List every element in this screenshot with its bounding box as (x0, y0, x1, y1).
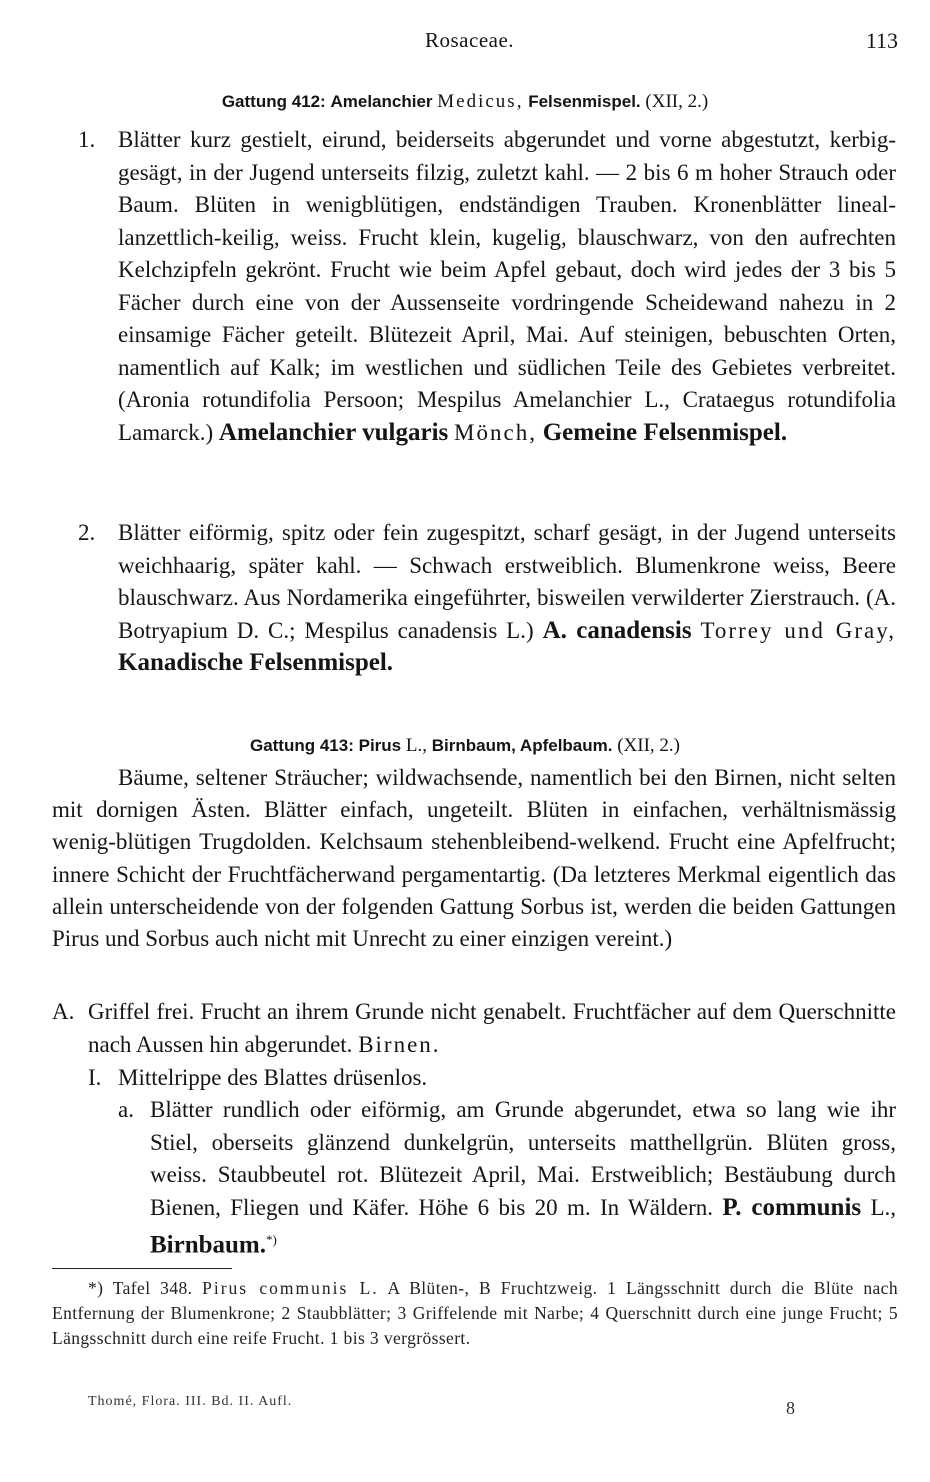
species-name: A. canadensis (542, 616, 692, 644)
running-head (0, 28, 930, 56)
species-entry-1 (78, 124, 896, 449)
genus-number: Gattung 412: (221, 92, 326, 111)
entry-body (118, 124, 896, 449)
key-lead-a (118, 1094, 896, 1262)
genus-name: Amelanchier (330, 92, 433, 111)
genus-name: Pirus (358, 736, 402, 755)
key-text: Blätter rundlich oder eiförmig, am Grunde abgerundet, etwa so lang wie ihr Stiel, oberseits glänzend dunkelgrün, unterseits matthellgrün. Blüten gross, weiss. Staubbeutel rot. Blütezeit April, Mai. Erstweiblich; Bestäubung durch Bienen, Fliegen und Käfer. Höhe 6 bis 20 m. In Wäldern. (150, 1097, 896, 1220)
species-authority: L., (870, 1194, 897, 1220)
genus-heading-413 (0, 734, 930, 758)
footnote-species: Pirus communis L. (202, 1278, 379, 1298)
key-label: a. (118, 1097, 134, 1122)
species-common-name: Birnbaum. (150, 1231, 267, 1259)
species-common-name: Gemeine Felsenmispel. (542, 418, 788, 446)
genus-description: Bäume, seltener Sträucher; wildwachsende, namentlich bei den Birnen, nicht selten mit dornigen Ästen. Blätter einfach, ungeteilt. Blüten in einfachen, verhältnismässig wenig-blütigen Trugdolden. Kelchsaum stehenbleibend-welkend. Frucht eine Apfelfrucht; innere Schicht der Fruchtfächerwand pergamentartig. (Da letzteres Merkmal eigentlich das allein unterscheidende von der folgenden Gattung Sorbus ist, werden die beiden Gattungen Pirus und Sorbus auch nicht mit Unrecht zu einer einzigen vereint.) (52, 765, 896, 952)
key-group-name: Birnen. (358, 1031, 441, 1057)
key-label: A. (52, 999, 75, 1024)
printer-imprint: Thomé, Flora. III. Bd. II. Aufl. (88, 1394, 293, 1409)
footnote-rule (52, 1268, 232, 1269)
signature-mark: 8 (786, 1398, 795, 1418)
species-authority: Mönch, (454, 419, 537, 445)
species-name: Amelanchier vulgaris (218, 418, 449, 446)
genus-linnaean-class: (XII, 2.) (645, 91, 709, 112)
footnote-marker: *) (266, 1232, 277, 1247)
footnote (52, 1276, 898, 1351)
genus-number: Gattung 413: (249, 736, 354, 755)
key-lead-A (52, 996, 896, 1061)
key-lead-I (88, 1062, 896, 1095)
genus-linnaean-class: (XII, 2.) (617, 735, 681, 756)
entry-description: Blätter eiförmig, spitz oder fein zugespitzt, scharf gesägt, in der Jugend unterseits weichhaarig, später kahl. — Schwach erstweiblich. Blumenkrone weiss, Beere blauschwarz. Aus Nordamerika eingeführter, bisweilen verwilderter Zierstrauch. (A. Botryapium D. C.; Mespilus canadensis L.) (118, 520, 896, 643)
key-text: Griffel frei. Frucht an ihrem Grunde nicht genabelt. Fruchtfächer auf dem Querschnitte nach Aussen hin abgerundet. (88, 999, 896, 1057)
species-name: P. communis (722, 1193, 862, 1221)
entry-body (118, 517, 896, 680)
footnote-text: A Blüten-, B Fruchtzweig. 1 Längsschnitt durch die Blüte nach Entfernung der Blumenkrone; 2 Staubblätter; 3 Griffelende mit Narbe; 4 Querschnitt durch eine junge Frucht; 5 Längsschnitt durch eine reife Frucht. 1 bis 3 vergrössert. (52, 1278, 898, 1348)
key-body (88, 996, 896, 1061)
species-entry-2 (78, 517, 896, 680)
genus-heading-412 (0, 90, 930, 114)
entry-description: Blätter kurz gestielt, eirund, beiderseits abgerundet und vorne abgestutzt, kerbig-gesägt, in der Jugend unterseits filzig, zuletzt kahl. — 2 bis 6 m hoher Strauch oder Baum. Blüten in wenigblütigen, endständigen Trauben. Kronenblätter lineal-lanzettlich-keilig, weiss. Frucht klein, kugelig, blauschwarz, von den aufrechten Kelchzipfeln gekrönt. Frucht wie beim Apfel gebaut, doch wird jedes der 3 bis 5 Fächer durch eine von der Aussenseite vordringende Scheidewand nahezu in 2 einsamige Fächer geteilt. Blütezeit April, Mai. Auf steinigen, bebuschten Orten, namentlich auf Kalk; im westlichen und südlichen Teile des Gebietes verbreitet. (Aronia rotundifolia Persoon; Mespilus Amelanchier L., Crataegus rotundifolia Lamarck.) (118, 127, 896, 445)
genus-common-name: Birnbaum, Apfelbaum. (431, 736, 613, 755)
key-text: Mittelrippe des Blattes drüsenlos. (118, 1065, 428, 1090)
key-label: I. (88, 1065, 102, 1090)
running-title: Rosaceae. (425, 28, 515, 52)
entry-number: 2. (78, 520, 96, 545)
genus-author: Medicus, (437, 91, 524, 112)
species-authority: Torrey und Gray, (700, 617, 896, 643)
genus-author: L., (405, 735, 428, 756)
genus-common-name: Felsenmispel. (528, 92, 641, 111)
entry-number: 1. (78, 127, 96, 152)
page-number: 113 (865, 28, 898, 53)
species-common-name: Kanadische Felsenmispel. (118, 649, 394, 676)
footnote-lead: *) Tafel 348. (88, 1278, 193, 1298)
key-body (150, 1094, 896, 1262)
